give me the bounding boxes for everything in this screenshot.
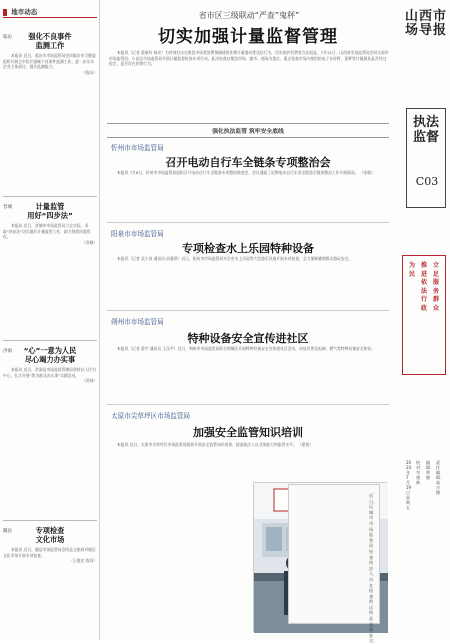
article-subtitle: 监测工作: [35, 41, 65, 50]
story-body: [109, 170, 389, 218]
article-body: 本报讯 近日，隰县市场监管局会同县文旅局对辖区文化市场开展专项检查。: [3, 547, 96, 558]
section-label: [406, 108, 446, 208]
story-org: 太原市尖草坪区市场监管局: [111, 412, 191, 420]
article-author: （晋城）: [81, 239, 97, 245]
story-author: （张敏）: [359, 170, 375, 175]
lead-headline[interactable]: 切实加强计量监督管理: [158, 27, 338, 47]
slogan-line: 推进依法行政: [420, 262, 427, 312]
lead-kicker: 省市区三级联动“严查”鬼秤”: [198, 11, 300, 20]
story-headline[interactable]: 特种设备安全宣传进社区: [187, 332, 309, 345]
column-header-label: 地市动态: [11, 8, 38, 16]
editor-line: 校对：韦建新: [416, 460, 424, 485]
section-name: 执法监督: [412, 115, 439, 145]
article-title: “心”一意为人民: [23, 346, 77, 355]
story-body-text: 本报讯（记者 武小涛 通讯员 苗雅琪）近日，阳泉市市场监管局对全市水上乐园等大型游乐设施开展专项检查，全力保障暑期群众游玩安全。: [117, 256, 353, 261]
story-body-continued: [109, 482, 249, 632]
divider: [107, 404, 389, 405]
page-number: C03: [415, 175, 439, 188]
article-subtitle: 用好“四步法”: [27, 211, 73, 220]
story-org: 朔州市市场监管局: [111, 318, 164, 326]
divider: [3, 196, 97, 197]
photo-caption: 近日，运城市市场监管局检查执法人员在检查药店药品质量安全。: [369, 493, 378, 644]
article-subtitle: 尽心竭力办实事: [24, 355, 76, 364]
article-body: 本报讯 近日，临汾市市场监管局会同临汾市卫健委组织开展全市医疗器械不良事件监测工作，进一步压实企业主体责任，提升监测能力。: [3, 53, 96, 70]
column-header: [3, 4, 97, 18]
side-slogan: [402, 255, 446, 375]
story-org: 阳泉市市场监管局: [111, 230, 164, 238]
story-headline[interactable]: 召开电动自行车全链条专项整治会: [165, 156, 331, 169]
slogan-line: 为民: [408, 262, 415, 278]
issue-date: 2024年7月19日 星期五: [406, 460, 412, 510]
lead-body-text: 为有效打击在集贸市场等消费领域使用作弊计量器具等违法行为，切实保护消费者合法权益，7月12日，山西省市场监管局会同太原市市场监管局、小店区市场监管局开展计量监督检查专项行动。此次检查以集贸市场、超市、商场为重点，重点检查市场内使用的电子计价秤、案秤等计量器具是否经过检定，是否存在作弊行为。: [109, 50, 389, 67]
left-article[interactable]: [3, 202, 97, 332]
slogan-line: 立足服务群众: [432, 262, 439, 312]
article-author: （洪洞）: [81, 378, 97, 384]
story-headline[interactable]: 加强安全监管知识培训: [193, 426, 303, 439]
story-org: 忻州市市场监管局: [111, 144, 164, 152]
article-body: 本报讯 近日，晋城市市场监管局立足实际，采取“四步法”切实做好计量监管工作，助力营商环境优化。: [3, 223, 91, 240]
left-article[interactable]: [3, 32, 97, 152]
article-body: 本报讯 近日，洪洞县市场监督管理局坚持以人民为中心，扎实开展“我为群众办实事”实践活动。: [3, 367, 96, 378]
header-bar-icon: [3, 9, 7, 16]
lead-byline: 本报讯（记者 薛康玲 杨亮）: [117, 50, 165, 55]
story-body: [109, 346, 389, 400]
article-place: 隰县: [3, 529, 12, 534]
masthead-logo: 山西市场导报: [404, 9, 447, 38]
article-title: 专项检查: [35, 526, 65, 535]
story-body-text: 本报讯 近日，太原市尖草坪区市场监管局组织开展安全监管知识培训，提高执法人员业务能力和监管水平。: [117, 442, 297, 447]
article-place: 临汾: [3, 35, 12, 40]
story-body: [109, 442, 389, 478]
story-body: [109, 256, 389, 306]
story-body-text: 本报讯 7月8日，忻州市市场监管局组织召开电动自行车全链条专项整治推进会，会议通报了近期电动自行车安全隐患全链条整治工作开展情况。: [117, 170, 359, 175]
story-author: （梁锐）: [297, 442, 314, 447]
article-place: 洪洞: [3, 349, 12, 354]
divider: [107, 222, 389, 223]
right-column: [396, 0, 450, 640]
section-banner: 强化执法监管 筑牢安全底线: [107, 123, 389, 138]
article-author: （临汾）: [81, 69, 97, 75]
article-title: 强化不良事件: [28, 32, 72, 41]
left-article[interactable]: [3, 526, 97, 636]
editor-credits: [400, 460, 446, 630]
lead-body: [109, 50, 389, 118]
divider: [3, 340, 97, 341]
photo-caption-box: [288, 484, 380, 644]
article-title: 计量监管: [35, 202, 65, 211]
article-subtitle: 文化市场: [35, 535, 65, 544]
editor-line: 编辑：黄晓: [426, 460, 434, 480]
editor-line: 责任编辑：高吉德: [436, 460, 444, 495]
story-body-text: 本报讯（记者 薛宇 通讯员 王汉平）近日，朔州市市场监管局联合朔城区开展特种设备安全宣传进社区活动，向居民普及电梯、燃气等特种设备安全知识。: [117, 346, 376, 351]
left-column: [0, 0, 100, 640]
article-author: （王俊宏 陈涛）: [69, 558, 97, 564]
story-headline[interactable]: 专项检查水上乐园特种设备: [182, 242, 314, 255]
left-article[interactable]: [3, 346, 97, 506]
divider: [107, 310, 389, 311]
article-place: 晋城: [3, 205, 12, 210]
divider: [3, 520, 97, 521]
